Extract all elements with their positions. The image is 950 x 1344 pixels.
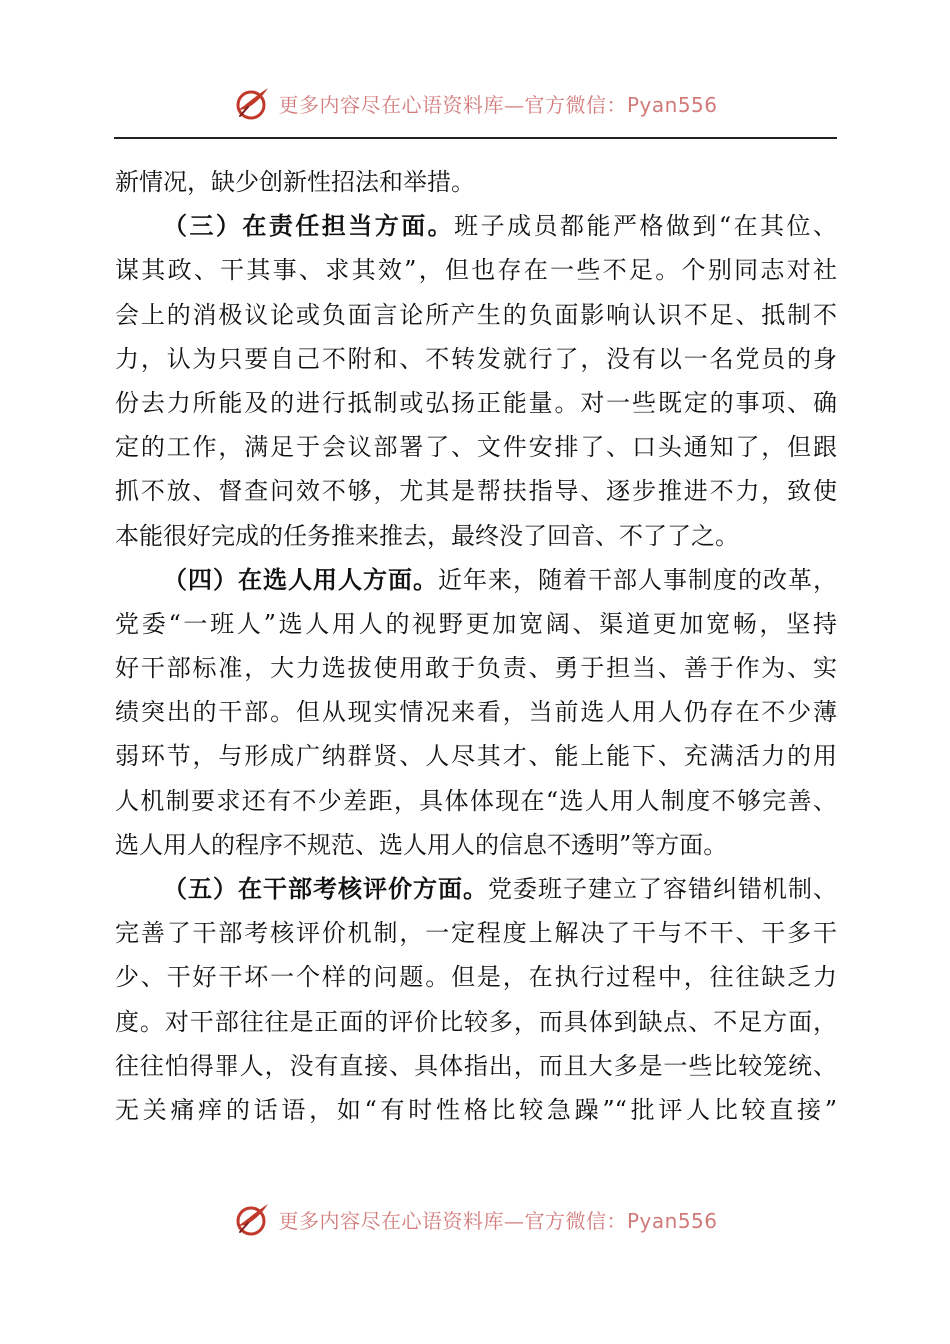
line-text: 完善了干部考核评价机制，一定程度上解决了干与不干、干多干 — [115, 919, 837, 948]
body-line — [115, 248, 837, 292]
watermark-handle: Pyan556 — [626, 1208, 718, 1233]
line-text: 新情况，缺少创新性招法和举措。 — [115, 168, 475, 196]
line-text: 党委班子建立了容错纠错机制、 — [488, 875, 837, 903]
body-line — [115, 823, 837, 867]
line-text: 近年来，随着干部人事制度的改革， — [438, 565, 837, 594]
line-text: 选人用人的程序不规范、选人用人的信息不透明”等方面。 — [115, 830, 728, 859]
body-line — [115, 514, 837, 558]
section-heading: （四）在选人用人方面。 — [163, 565, 438, 594]
line-text: 好干部标准，大力选拔使用敢于负责、勇于担当、善于作为、实 — [115, 654, 837, 683]
line-text: 往往怕得罪人，没有直接、具体指出，而且大多是一些比较笼统、 — [115, 1051, 837, 1080]
body-line — [115, 558, 837, 602]
body-line — [115, 1044, 837, 1088]
line-text: 谋其政、干其事、求其效”，但也存在一些不足。个别同志对社 — [115, 256, 837, 285]
header-divider — [114, 137, 837, 139]
body-line — [115, 337, 837, 381]
line-text: 班子成员都能严格做到“在其位、 — [454, 212, 837, 241]
body-line — [115, 469, 837, 513]
feather-pen-logo-icon — [232, 1199, 272, 1239]
footer-watermark — [0, 1199, 950, 1239]
body-line — [115, 381, 837, 425]
line-text: 少、干好干坏一个样的问题。但是，在执行过程中，往往缺乏力 — [115, 963, 837, 992]
line-text: 人机制要求还有不少差距，具体体现在“选人用人制度不够完善、 — [115, 786, 837, 815]
line-text: 本能很好完成的任务推来推去，最终没了回音、不了了之。 — [115, 521, 739, 550]
body-line — [115, 1088, 837, 1132]
body-line — [115, 955, 837, 999]
body-line — [115, 602, 837, 646]
body-line — [115, 204, 837, 248]
line-text: 抓不放、督查问效不够，尤其是帮扶指导、逐步推进不力，致使 — [115, 477, 837, 506]
line-text: 会上的消极议论或负面言论所产生的负面影响认识不足、抵制不 — [115, 300, 837, 329]
body-line — [115, 867, 837, 911]
line-text: 定的工作，满足于会议部署了、文件安排了、口头通知了，但跟 — [115, 433, 837, 462]
body-line — [115, 646, 837, 690]
body-line — [115, 779, 837, 823]
feather-pen-logo-icon — [232, 83, 272, 123]
body-line — [115, 1000, 837, 1044]
line-text: 党委“一班人”选人用人的视野更加宽阔、渠道更加宽畅，坚持 — [115, 609, 837, 638]
body-line — [115, 690, 837, 734]
body-line — [115, 734, 837, 778]
header-watermark — [0, 83, 950, 123]
watermark-handle: Pyan556 — [626, 92, 718, 117]
body-line — [115, 911, 837, 955]
line-text: 绩突出的干部。但从现实情况来看，当前选人用人仍存在不少薄 — [115, 698, 837, 727]
body-line — [115, 160, 837, 204]
line-text: 份去力所能及的进行抵制或弘扬正能量。对一些既定的事项、确 — [115, 388, 837, 417]
watermark-text: 更多内容尽在心语资料库—官方微信：Pyan556 — [278, 92, 718, 117]
section-heading: （五）在干部考核评价方面。 — [163, 875, 488, 903]
line-text: 弱环节，与形成广纳群贤、人尽其才、能上能下、充满活力的用 — [115, 742, 837, 771]
section-heading: （三）在责任担当方面。 — [163, 212, 455, 241]
watermark-text: 更多内容尽在心语资料库—官方微信：Pyan556 — [278, 1208, 718, 1233]
body-line — [115, 293, 837, 337]
document-body — [115, 160, 837, 1132]
body-line — [115, 425, 837, 469]
line-text: 无关痛痒的话语，如“有时性格比较急躁”“批评人比较直接” — [115, 1095, 837, 1124]
line-text: 力，认为只要自己不附和、不转发就行了，没有以一名党员的身 — [115, 344, 837, 373]
line-text: 度。对干部往往是正面的评价比较多，而具体到缺点、不足方面， — [115, 1007, 837, 1036]
